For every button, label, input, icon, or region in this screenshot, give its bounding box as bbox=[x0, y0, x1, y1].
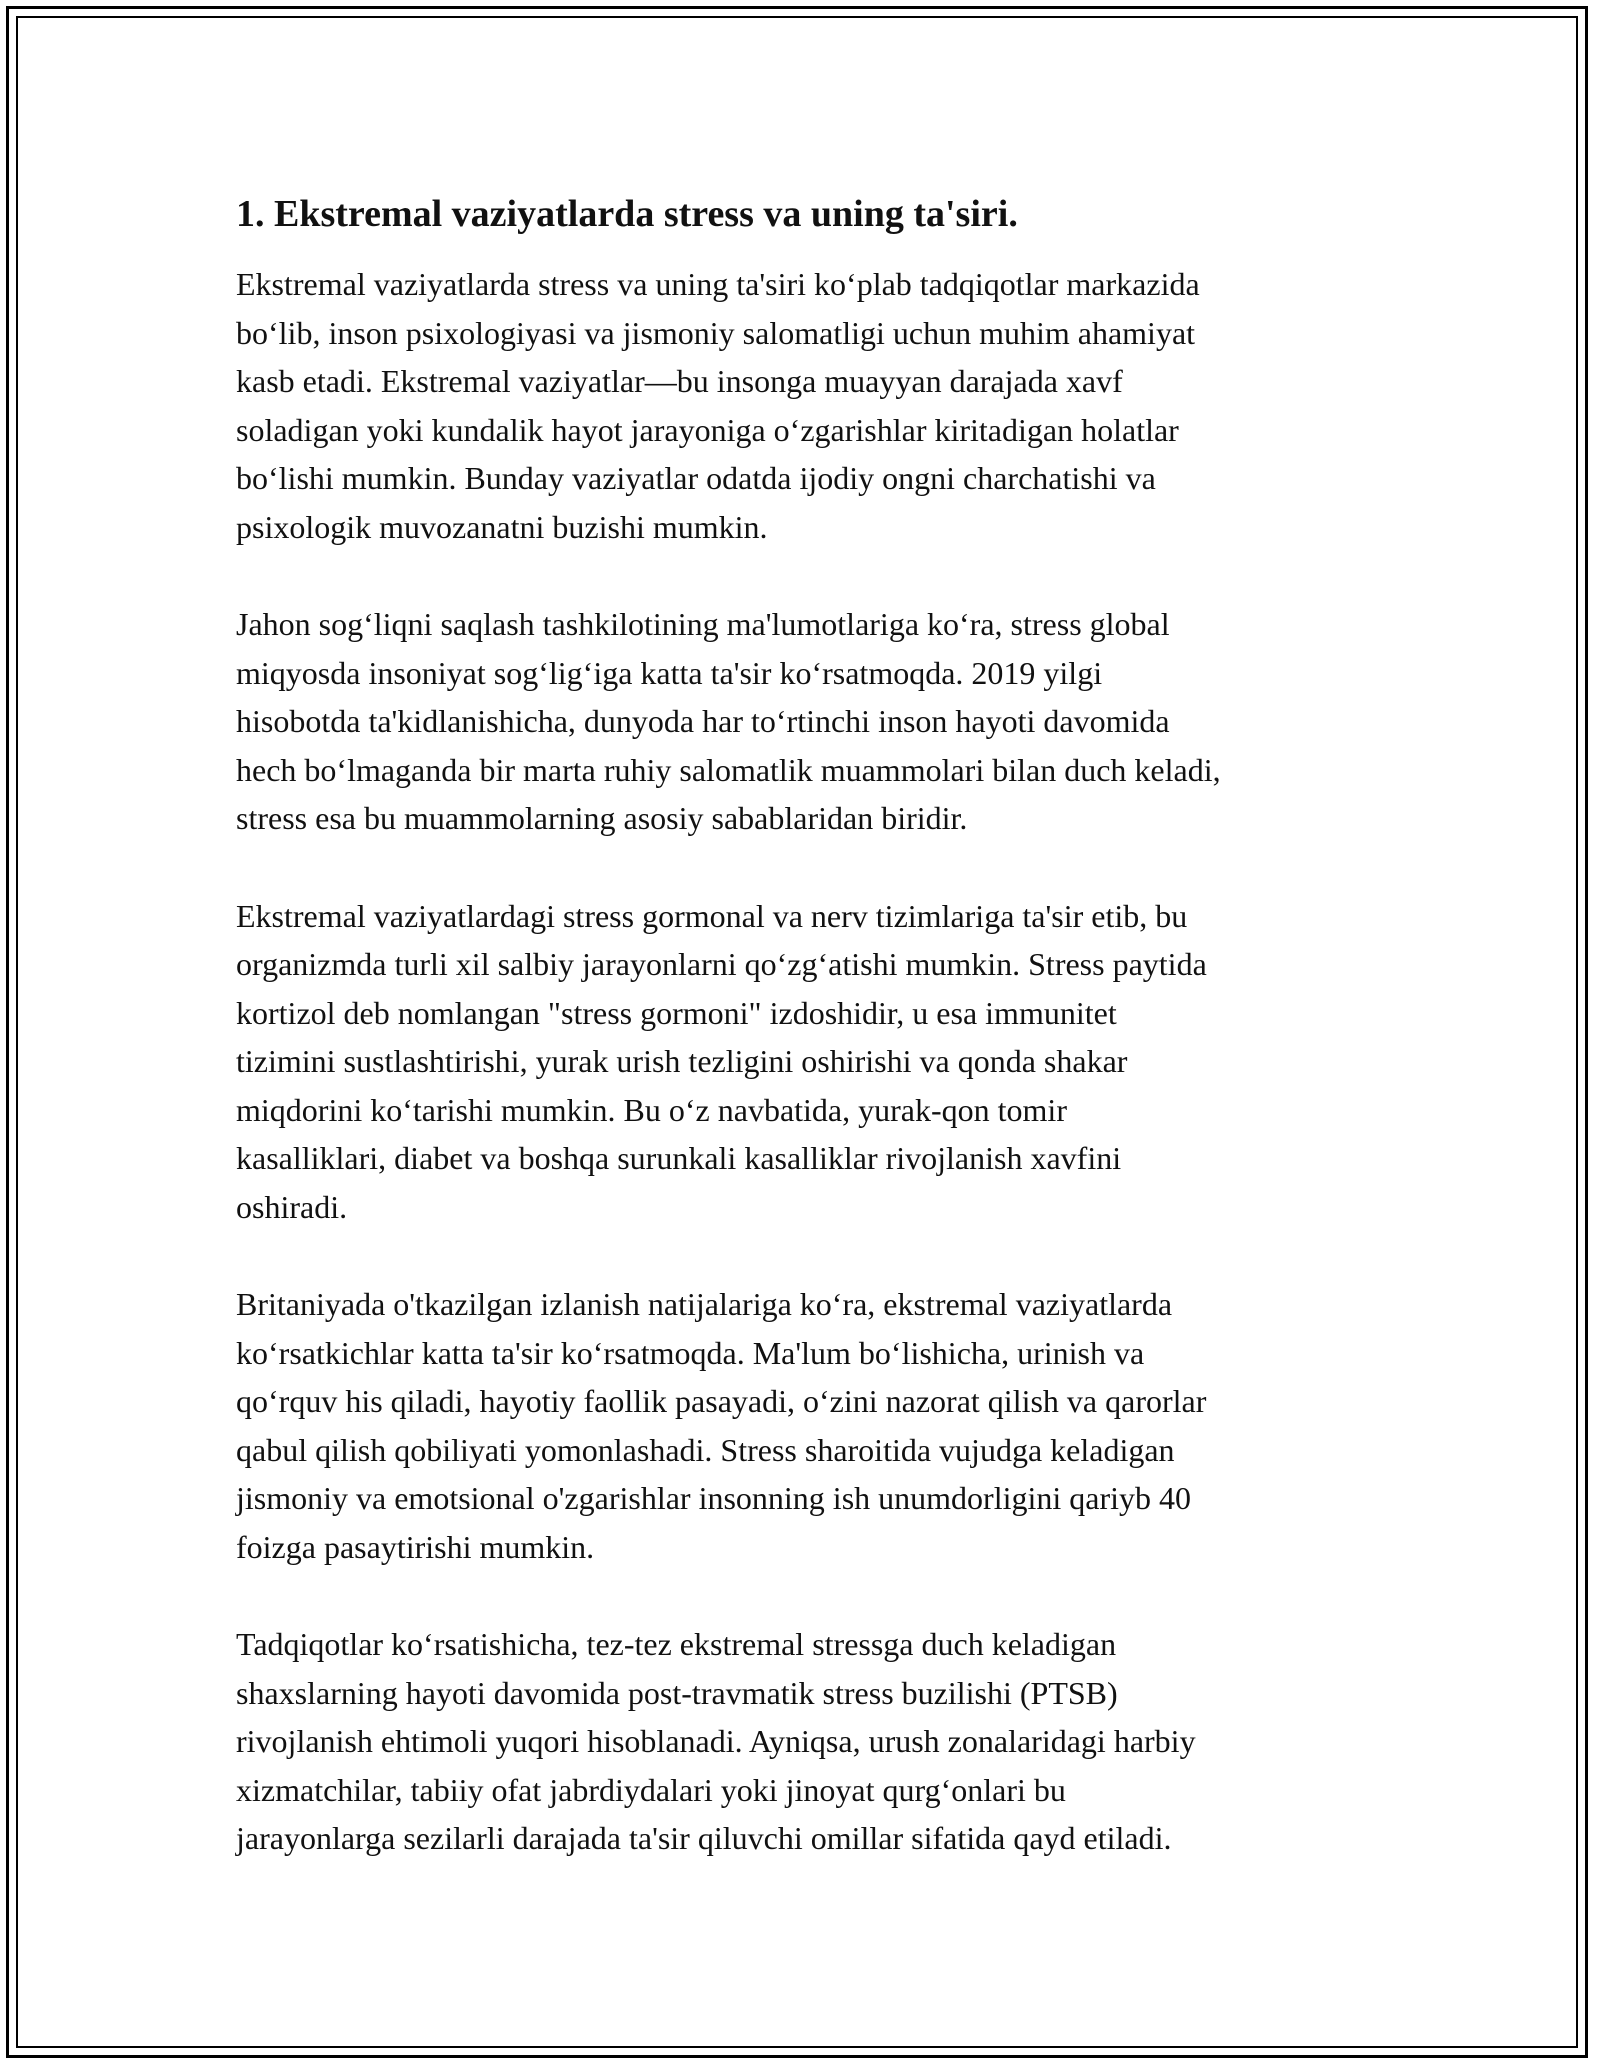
text-line: ko‘rsatkichlar katta ta'sir ko‘rsatmoqda. Ma'lum bo‘lishicha, urinish va bbox=[236, 1334, 1145, 1371]
text-line: oshiradi. bbox=[236, 1188, 348, 1225]
text-line: qo‘rquv his qiladi, hayotiy faollik pasayadi, o‘zini nazorat qilish va qarorlar bbox=[236, 1383, 1207, 1419]
text-line: kasalliklari, diabet va boshqa surunkali kasalliklar rivojlanish xavfini bbox=[236, 1140, 1122, 1176]
section-heading: 1. Ekstremal vaziyatlarda stress va uning ta'siri. bbox=[236, 193, 1018, 235]
document-body bbox=[236, 188, 1376, 1912]
paragraph-2 bbox=[236, 600, 1376, 843]
paragraph-1 bbox=[236, 260, 1376, 551]
text-line: Tadqiqotlar ko‘rsatishicha, tez-tez ekstremal stressga duch keladigan bbox=[236, 1626, 1117, 1662]
paragraph-4 bbox=[236, 1280, 1376, 1571]
text-line: jarayonlarga sezilarli darajada ta'sir qiluvchi omillar sifatida qayd etiladi. bbox=[236, 1820, 1172, 1856]
text-line: xizmatchilar, tabiiy ofat jabrdiydalari yoki jinoyat qurg‘onlari bu bbox=[236, 1771, 1066, 1808]
text-line: Britaniyada o'tkazilgan izlanish natijalariga ko‘ra, ekstremal vaziyatlarda bbox=[236, 1286, 1173, 1322]
paragraph-5 bbox=[236, 1620, 1376, 1863]
text-line: jismoniy va emotsional o'zgarishlar insonning ish unumdorligini qariyb 40 bbox=[236, 1480, 1191, 1516]
text-line: psixologik muvozanatni buzishi mumkin. bbox=[236, 508, 768, 545]
text-line: stress esa bu muammolarning asosiy sabablaridan biridir. bbox=[236, 800, 968, 836]
text-line: Ekstremal vaziyatlardagi stress gormonal va nerv tizimlariga ta'sir etib, bu bbox=[236, 897, 1188, 934]
text-line: bo‘lishi mumkin. Bunday vaziyatlar odatda ijodiy ongni charchatishi va bbox=[236, 460, 1156, 496]
text-line: tizimini sustlashtirishi, yurak urish tezligini oshirishi va qonda shakar bbox=[236, 1043, 1128, 1079]
text-line: miqyosda insoniyat sog‘lig‘iga katta ta'sir ko‘rsatmoqda. 2019 yilgi bbox=[236, 654, 1103, 691]
text-line: kortizol deb nomlangan "stress gormoni" izdoshidir, u esa immunitet bbox=[236, 994, 1117, 1031]
text-line: hisobotda ta'kidlanishicha, dunyoda har to‘rtinchi inson hayoti davomida bbox=[236, 703, 1170, 739]
paragraph-3 bbox=[236, 892, 1376, 1232]
text-line: miqdorini ko‘tarishi mumkin. Bu o‘z navbatida, yurak-qon tomir bbox=[236, 1091, 1067, 1128]
text-line: qabul qilish qobiliyati yomonlashadi. Stress sharoitida vujudga keladigan bbox=[236, 1431, 1175, 1468]
text-line: foizga pasaytirishi mumkin. bbox=[236, 1528, 595, 1565]
text-line: Jahon sog‘liqni saqlash tashkilotining ma'lumotlariga ko‘ra, stress global bbox=[236, 606, 1170, 642]
text-line: kasb etadi. Ekstremal vaziyatlar—bu insonga muayyan darajada xavf bbox=[236, 363, 1123, 399]
text-line: organizmda turli xil salbiy jarayonlarni qo‘zg‘atishi mumkin. Stress paytida bbox=[236, 946, 1207, 982]
text-line: bo‘lib, inson psixologiyasi va jismoniy salomatligi uchun muhim ahamiyat bbox=[236, 314, 1196, 351]
text-line: shaxslarning hayoti davomida post-travmatik stress buzilishi (PTSB) bbox=[236, 1674, 1118, 1711]
text-line: rivojlanish ehtimoli yuqori hisoblanadi. Ayniqsa, urush zonalaridagi harbiy bbox=[236, 1723, 1196, 1759]
text-line: hech bo‘lmaganda bir marta ruhiy salomatlik muammolari bilan duch keladi, bbox=[236, 751, 1221, 788]
text-line: soladigan yoki kundalik hayot jarayoniga o‘zgarishlar kiritadigan holatlar bbox=[236, 411, 1179, 448]
text-line: Ekstremal vaziyatlarda stress va uning ta'siri ko‘plab tadqiqotlar markazida bbox=[236, 266, 1200, 302]
